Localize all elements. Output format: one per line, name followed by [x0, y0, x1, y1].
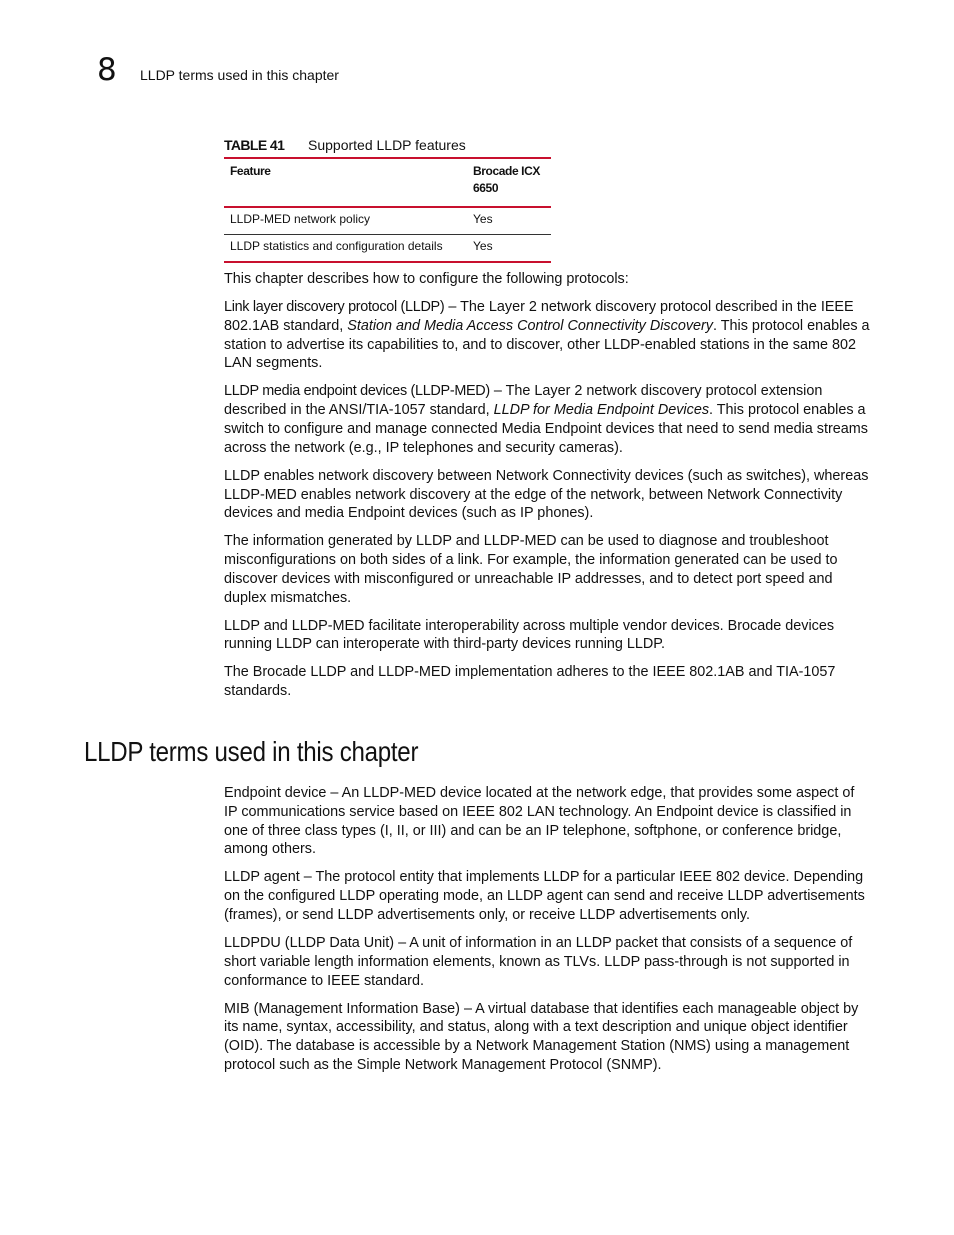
table-cell-support: Yes — [467, 207, 551, 235]
table-caption — [224, 136, 466, 154]
term-mib: MIB — [224, 1000, 250, 1017]
table-cell-feature: LLDP-MED network policy — [224, 207, 467, 235]
intro-body — [224, 270, 870, 710]
paragraph-text: – The Layer 2 network discovery protocol extension described in the ANSI/TIA-1057 standard, — [224, 383, 823, 419]
paragraph: LLDP and LLDP-MED facilitate interoperability across multiple vendor devices. Brocade devices running LLDP can interoperate with third-party devices running LLDP. — [224, 617, 835, 653]
terms-body — [224, 784, 870, 1084]
chapter-number: 8 — [97, 52, 117, 88]
section-heading: LLDP terms used in this chapter — [84, 736, 419, 767]
lldp-med-paragraph — [224, 382, 870, 457]
term-lldp: Link layer discovery protocol (LLDP) — [224, 298, 445, 315]
paragraph: The information generated by LLDP and LLDP-MED can be used to diagnose and troubleshoot misconfigurations on both sides of a link. For example, the information generated can be used to discover devices with misconfigured or unreachable IP addresses, and to detect port speed and duplex mismatches. — [224, 533, 838, 606]
term-tlvs: TLVs — [563, 953, 597, 970]
term-definition — [224, 934, 870, 990]
table-label: TABLE 41 — [224, 137, 285, 153]
intro-paragraph: This chapter describes how to configure the following protocols: — [224, 271, 629, 287]
paragraph: LLDP enables network discovery between Network Connectivity devices (such as switches), whereas LLDP-MED enables network discovery at the edge of the network, between Network Connectivity devices and media Endpoint devices (such as IP phones). — [224, 467, 869, 522]
term-endpoint-device: Endpoint device — [224, 785, 327, 801]
table-cell-support: Yes — [467, 235, 551, 263]
paragraph-text: – The Layer 2 network discovery protocol described in the IEEE 802.1AB standard, — [224, 298, 854, 334]
table-cell-feature: LLDP statistics and configuration details — [224, 235, 467, 263]
table-row — [224, 235, 551, 263]
lldp-paragraph — [224, 298, 870, 373]
term-definition — [224, 1000, 870, 1075]
paragraph-text: . This protocol enables a switch to configure and manage connected Media Endpoint devices that need to send media streams across the network (e.g., IP telephones and security cameras). — [224, 402, 868, 456]
standard-title: LLDP for Media Endpoint Devices — [493, 402, 710, 419]
table-title: Supported LLDP features — [308, 137, 466, 153]
paragraph-text: . This protocol enables a station to advertise its capabilities to, and to discover, other LLDP-enabled stations in the same 802 LAN segments. — [224, 317, 870, 372]
term-lldp-med: LLDP media endpoint devices (LLDP-MED) — [224, 383, 490, 400]
features-table — [224, 157, 551, 263]
running-header: LLDP terms used in this chapter — [140, 67, 339, 83]
definition-text: (Management Information Base) – A virtual database that identifies each manageable object by its name, syntax, accessibility, and status, along with a text description and unique object identifier (OID). The database is accessible by a Network Management Station (NMS) using a management protocol such as the Simple Network Management Protocol (SNMP). — [224, 1000, 859, 1073]
table-row — [224, 207, 551, 235]
column-header-brocade-text: Brocade ICX 6650 — [473, 164, 540, 195]
standard-title: Station and Media Access Control Connectivity Discovery — [347, 317, 714, 334]
term-lldp-agent: LLDP agent — [224, 869, 300, 886]
definition-text: – The protocol entity that implements LLDP for a particular IEEE 802 device. Depending on the configured LLDP operating mode, an LLDP agent can send and receive LLDP advertisements (frames), or send LLDP advertisements only, or receive LLDP advertisements only. — [224, 869, 865, 923]
paragraph: The Brocade LLDP and LLDP-MED implementation adheres to the IEEE 802.1AB and TIA-1057 standards. — [224, 664, 836, 700]
table-header-row — [224, 158, 551, 207]
definition-text: (LLDP Data Unit) – A unit of information in an LLDP packet that consists of a sequence of short variable length information elements, known as — [224, 934, 853, 970]
term-definition — [224, 868, 870, 924]
definition-text: . LLDP pass-through is not supported in conformance to IEEE standard. — [224, 953, 850, 989]
term-definition — [224, 784, 870, 859]
column-header-feature: Feature — [224, 158, 467, 207]
column-header-brocade — [467, 158, 551, 207]
term-lldpdu: LLDPDU — [224, 934, 281, 951]
definition-text: – An LLDP-MED device located at the network edge, that provides some aspect of IP communications service based on IEEE 802 LAN technology. An Endpoint device is classified in one of three class types (I, II, or III) and can be an IP telephone, softphone, or conference bridge, among others. — [224, 785, 855, 858]
